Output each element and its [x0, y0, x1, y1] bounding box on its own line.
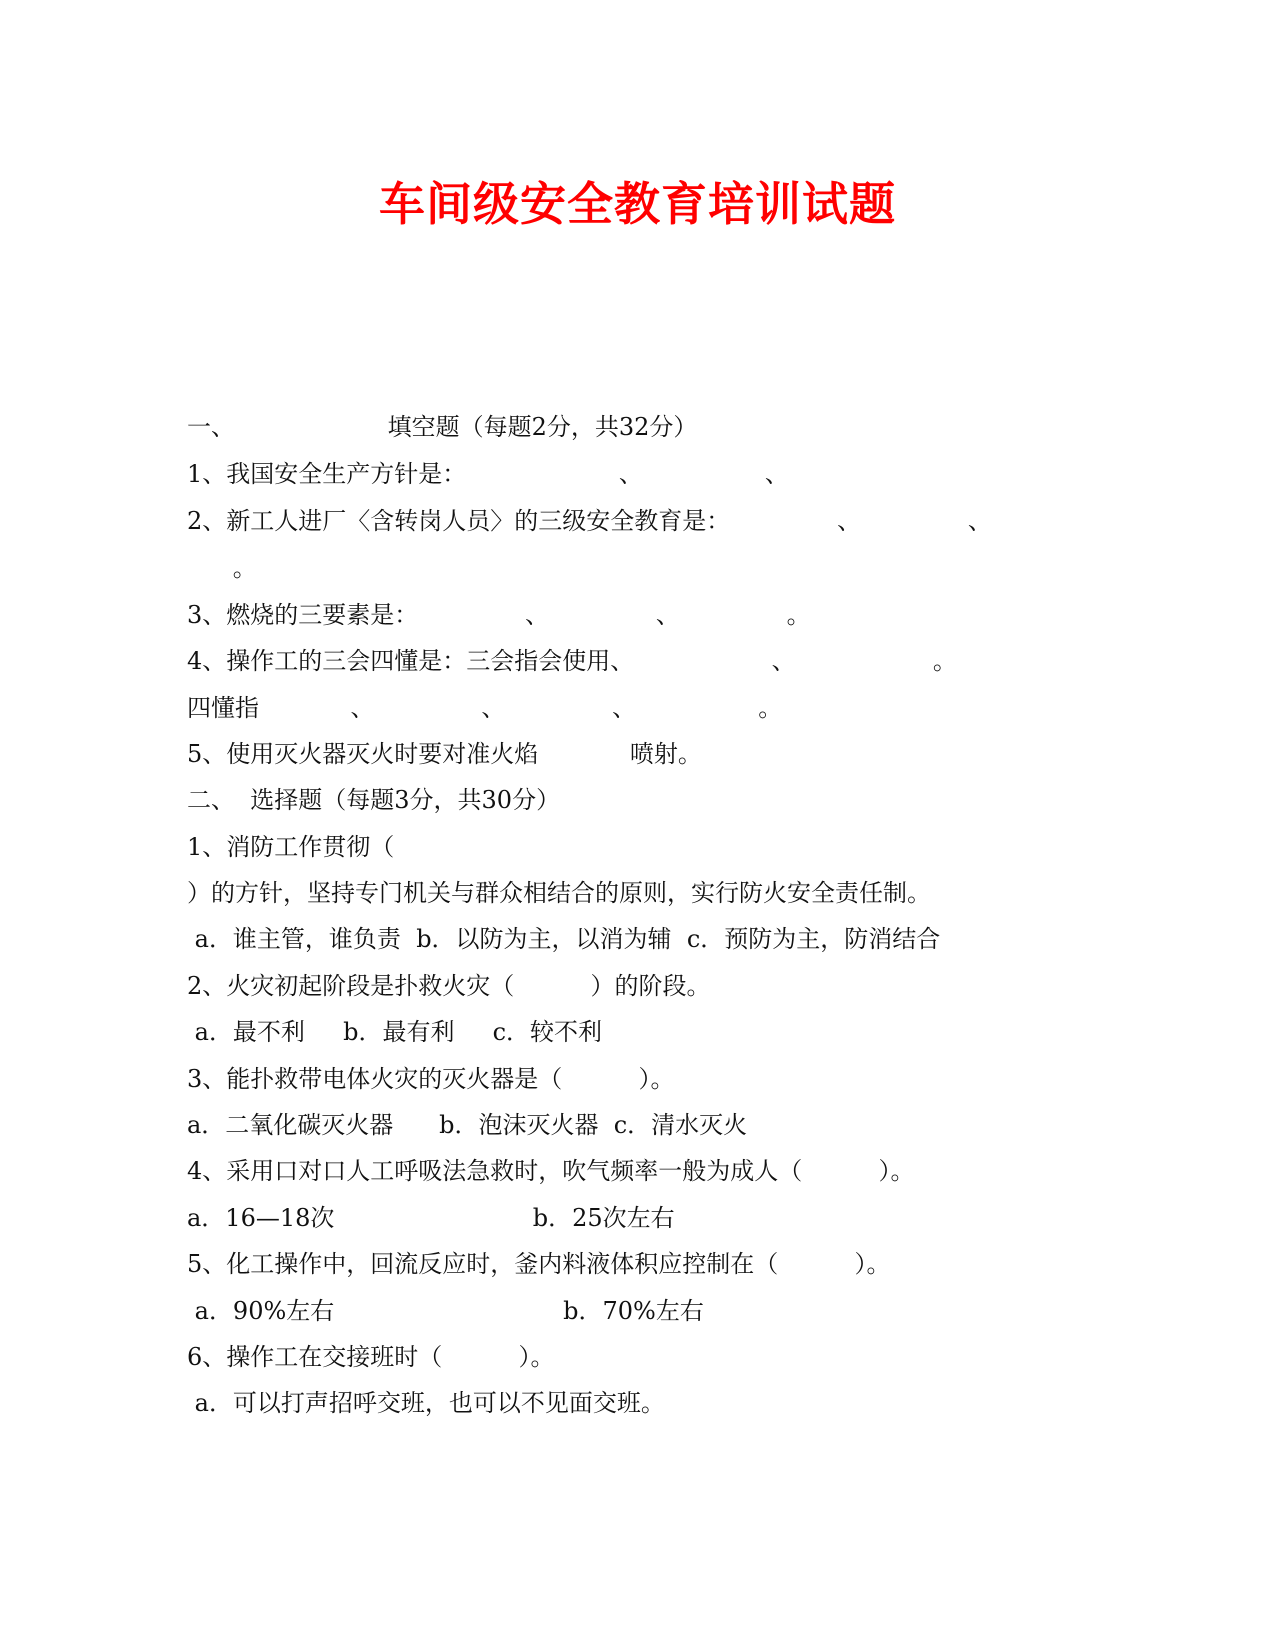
choice-question-6: 6、操作工在交接班时（ ）。	[187, 1343, 555, 1371]
choice-question-4: 4、采用口对口人工呼吸法急救时，吹气频率一般为成人（ ）。	[187, 1157, 915, 1185]
section-1-header: 一、 填空题（每题2分，共32分）	[187, 413, 698, 441]
choice-question-3: 3、能扑救带电体火灾的灭火器是（ ）。	[187, 1065, 675, 1093]
fill-question-2-continuation: 。	[187, 554, 257, 582]
section-2-header: 二、 选择题（每题3分，共30分）	[187, 786, 561, 814]
choice-question-4-options: a．16—18次 b．25次左右	[187, 1204, 675, 1232]
choice-question-6-options: a．可以打声招呼交班，也可以不见面交班。	[187, 1389, 665, 1417]
fill-question-1: 1、我国安全生产方针是： 、 、	[187, 460, 789, 488]
fill-question-3: 3、燃烧的三要素是： 、 、 。	[187, 601, 811, 629]
choice-question-3-options: a．二氧化碳灭火器 b．泡沫灭火器 c．清水灭火	[187, 1111, 748, 1139]
fill-question-4-continuation: 四懂指 、 、 、 。	[187, 694, 783, 722]
choice-question-1: 1、消防工作贯彻（	[187, 833, 395, 861]
document-title: 车间级安全教育培训试题	[379, 177, 896, 231]
choice-question-5-options: a．90%左右 b．70%左右	[187, 1297, 704, 1325]
choice-question-2: 2、火灾初起阶段是扑救火灾（ ）的阶段。	[187, 972, 711, 1000]
fill-question-2: 2、新工人进厂〈含转岗人员〉的三级安全教育是： 、 、	[187, 507, 992, 535]
fill-question-5: 5、使用灭火器灭火时要对准火焰 喷射。	[187, 740, 702, 768]
choice-question-5: 5、化工操作中，回流反应时，釜内料液体积应控制在（ ）。	[187, 1250, 891, 1278]
choice-question-1-continuation: ）的方针，坚持专门机关与群众相结合的原则，实行防火安全责任制。	[187, 879, 931, 907]
choice-question-2-options: a．最不利 b．最有利 c．较不利	[187, 1018, 603, 1046]
fill-question-4: 4、操作工的三会四懂是：三会指会使用、 、 。	[187, 647, 957, 675]
choice-question-1-options: a．谁主管，谁负责 b．以防为主，以消为辅 c．预防为主，防消结合	[187, 925, 941, 953]
